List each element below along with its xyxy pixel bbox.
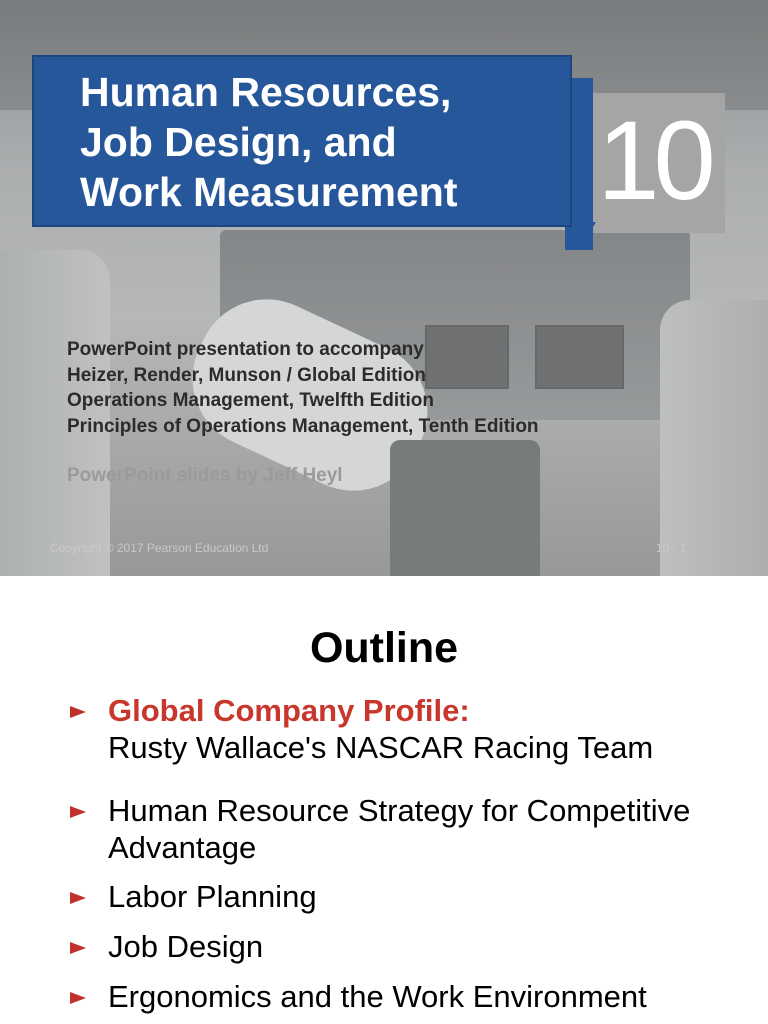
- chapter-number: 10: [597, 98, 710, 223]
- slides-author: PowerPoint slides by Jeff Heyl: [67, 465, 343, 486]
- outline-heading: Outline: [309, 624, 459, 672]
- right-triangle-bullet-icon: [70, 992, 86, 1004]
- outline-item-text: Job Design: [108, 929, 264, 964]
- outline-slide: [0, 576, 768, 1024]
- slide-page-number: 10 - 1: [656, 541, 687, 555]
- right-triangle-bullet-icon: [70, 706, 86, 718]
- outline-item: [0, 878, 768, 915]
- outline-item: [0, 928, 768, 965]
- outline-item-text: Ergonomics and the Work Environment: [108, 979, 647, 1014]
- outline-item: [0, 978, 768, 1015]
- subtitle-block: [67, 337, 687, 439]
- subtitle-line: Heizer, Render, Munson / Global Edition: [67, 364, 426, 386]
- chapter-number-box: [582, 93, 725, 233]
- slide-title: [80, 67, 560, 217]
- title-box: [32, 55, 572, 227]
- right-triangle-bullet-icon: [70, 892, 86, 904]
- subtitle-line: Operations Management, Twelfth Edition: [67, 390, 435, 411]
- subtitle-line: PowerPoint presentation to accompany: [67, 339, 424, 360]
- slide-title-line: Work Measurement: [80, 169, 458, 215]
- subtitle-line: Principles of Operations Management, Tenth Edition: [67, 415, 539, 437]
- outline-item: [0, 692, 768, 766]
- outline-item-text: Rusty Wallace's NASCAR Racing Team: [108, 730, 654, 765]
- outline-item-text: Labor Planning: [108, 879, 317, 914]
- right-triangle-bullet-icon: [70, 806, 86, 818]
- outline-item: [0, 792, 768, 866]
- outline-item-highlight: Global Company Profile:: [108, 693, 470, 728]
- outline-item-text: Human Resource Strategy for Competitive Advantage: [108, 793, 691, 865]
- outline-list: [0, 692, 768, 1015]
- slide-title-line: Job Design, and: [80, 119, 397, 165]
- copyright-notice: Copyright © 2017 Pearson Education Ltd: [50, 541, 269, 555]
- right-triangle-bullet-icon: [70, 942, 86, 954]
- slide-title-line: Human Resources,: [80, 69, 452, 115]
